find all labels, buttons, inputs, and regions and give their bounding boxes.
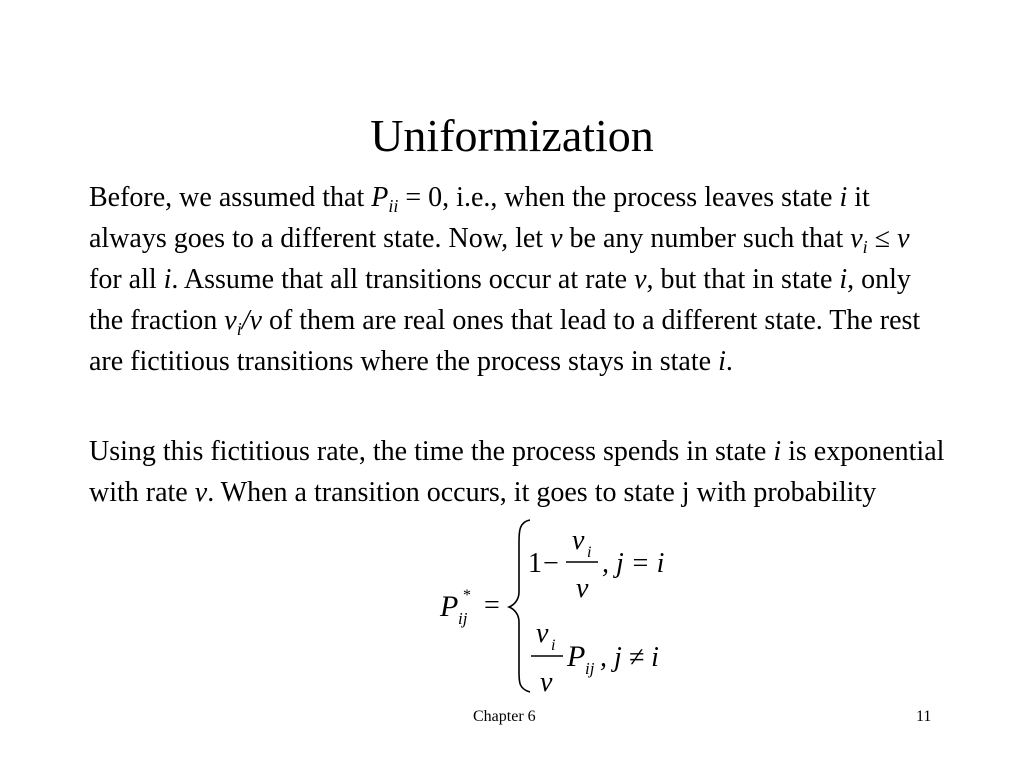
case1-minus: −	[543, 548, 559, 579]
transition-probability-formula	[430, 512, 730, 698]
case1-num-sub: i	[587, 544, 592, 561]
formula-lhs-sub: ij	[458, 609, 468, 628]
paragraph-uniformization-assumption: Before, we assumed that $P_{ii} = 0$, i.e., when the process leaves state i it always goes to a different state. Now, let v be any number such that $v_i \le v$ for all i. Assume that all transitions occur at rate v, but that in state i, only the fraction $v_i/v$ of them are real ones that lead to a different state. The rest are fictitious transitions where the process stays in state i.	[89, 182, 921, 377]
formula-equals: =	[484, 590, 500, 621]
case2-num-v: v	[536, 618, 549, 649]
case2-num-sub: i	[551, 637, 556, 654]
case2-p-sub: ij	[585, 659, 595, 678]
footer-page-number: 11	[916, 708, 932, 725]
case2-condition: , j ≠ i	[600, 642, 659, 673]
slide-title: Uniformization	[370, 110, 654, 161]
case1-den-v: v	[576, 573, 589, 604]
formula-left-brace	[509, 520, 530, 692]
paragraph-fictitious-rate: Using this fictitious rate, the time the process spends in state i is exponential with rate v. When a transition occurs, it goes to state j with probability	[89, 436, 945, 508]
case2-den-v: v	[540, 667, 553, 698]
case1-num-v: v	[572, 525, 585, 556]
formula-lhs-sup: *	[463, 587, 471, 604]
case1-one: 1	[528, 548, 542, 579]
case1-condition: , j = i	[602, 548, 665, 579]
case2-p: P	[567, 640, 586, 673]
footer-chapter-label: Chapter 6	[473, 708, 536, 725]
formula-lhs-p: P	[440, 590, 459, 623]
